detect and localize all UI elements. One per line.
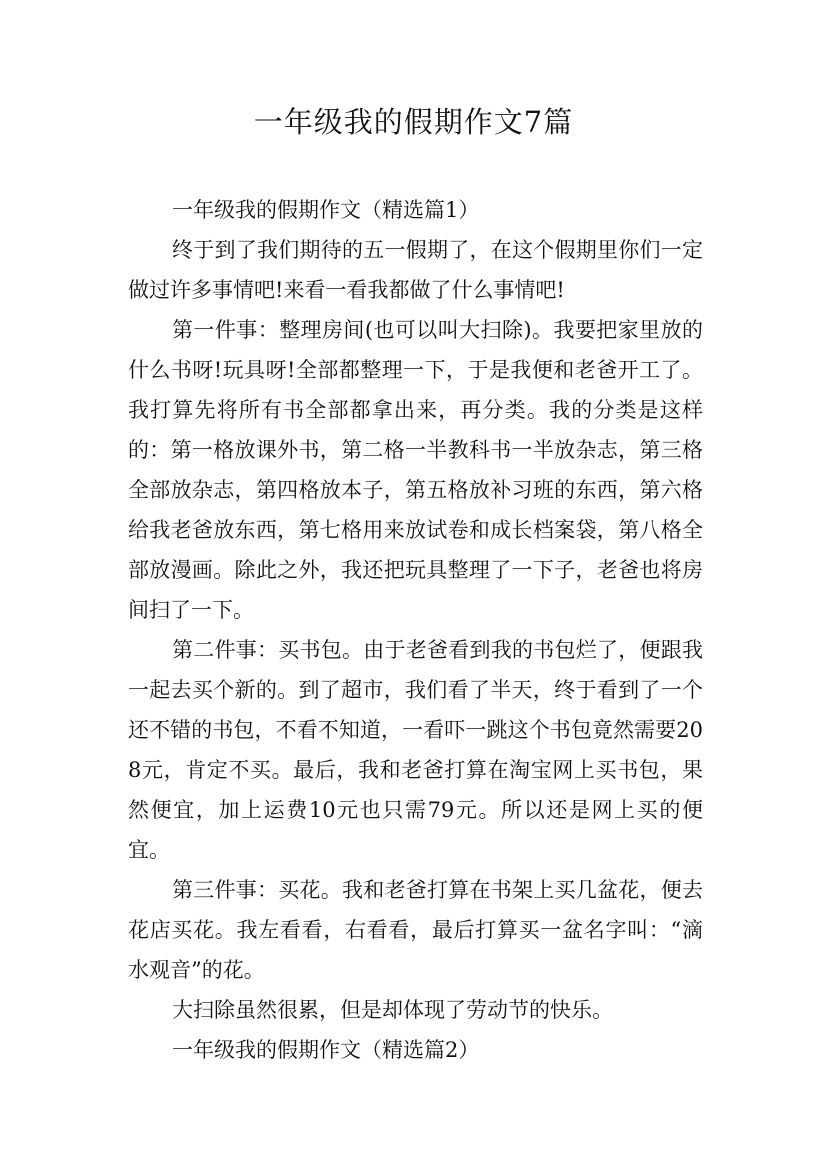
paragraph-conclusion: 大扫除虽然很累，但是却体现了劳动节的快乐。 [172, 998, 613, 1022]
paragraph-intro: 终于到了我们期待的五一假期了，在这个假期里你们一定做过许多事情吧!来看一看我都做了什么事情吧! [128, 238, 703, 302]
section-heading-1: 一年级我的假期作文（精选篇1） [172, 198, 480, 222]
section-heading-2: 一年级我的假期作文（精选篇2） [172, 1038, 480, 1062]
document-body [128, 190, 703, 1070]
paragraph-first-thing: 第一件事：整理房间(也可以叫大扫除)。我要把家里放的什么书呀!玩具呀!全部都整理一下，于是我便和老爸开工了。我打算先将所有书全部都拿出来，再分类。我的分类是这样的：第一格放课外书，第二格一半教科书一半放杂志，第三格全部放杂志，第四格放本子，第五格放补习班的东西，第六格给我老爸放东西，第七格用来放试卷和成长档案袋，第八格全部放漫画。除此之外，我还把玩具整理了一下子，老爸也将房间扫了一下。 [128, 318, 703, 622]
document-title: 一年级我的假期作文7篇 [253, 105, 574, 139]
paragraph-third-thing: 第三件事：买花。我和老爸打算在书架上买几盆花，便去花店买花。我左看看，右看看，最后打算买一盆名字叫：“滴水观音”的花。 [128, 878, 703, 982]
paragraph-second-thing: 第二件事：买书包。由于老爸看到我的书包烂了，便跟我一起去买个新的。到了超市，我们看了半天，终于看到了一个还不错的书包，不看不知道，一看吓一跳这个书包竟然需要208元，肯定不买。最后，我和老爸打算在淘宝网上买书包，果然便宜，加上运费10元也只需79元。所以还是网上买的便宜。 [128, 638, 703, 862]
